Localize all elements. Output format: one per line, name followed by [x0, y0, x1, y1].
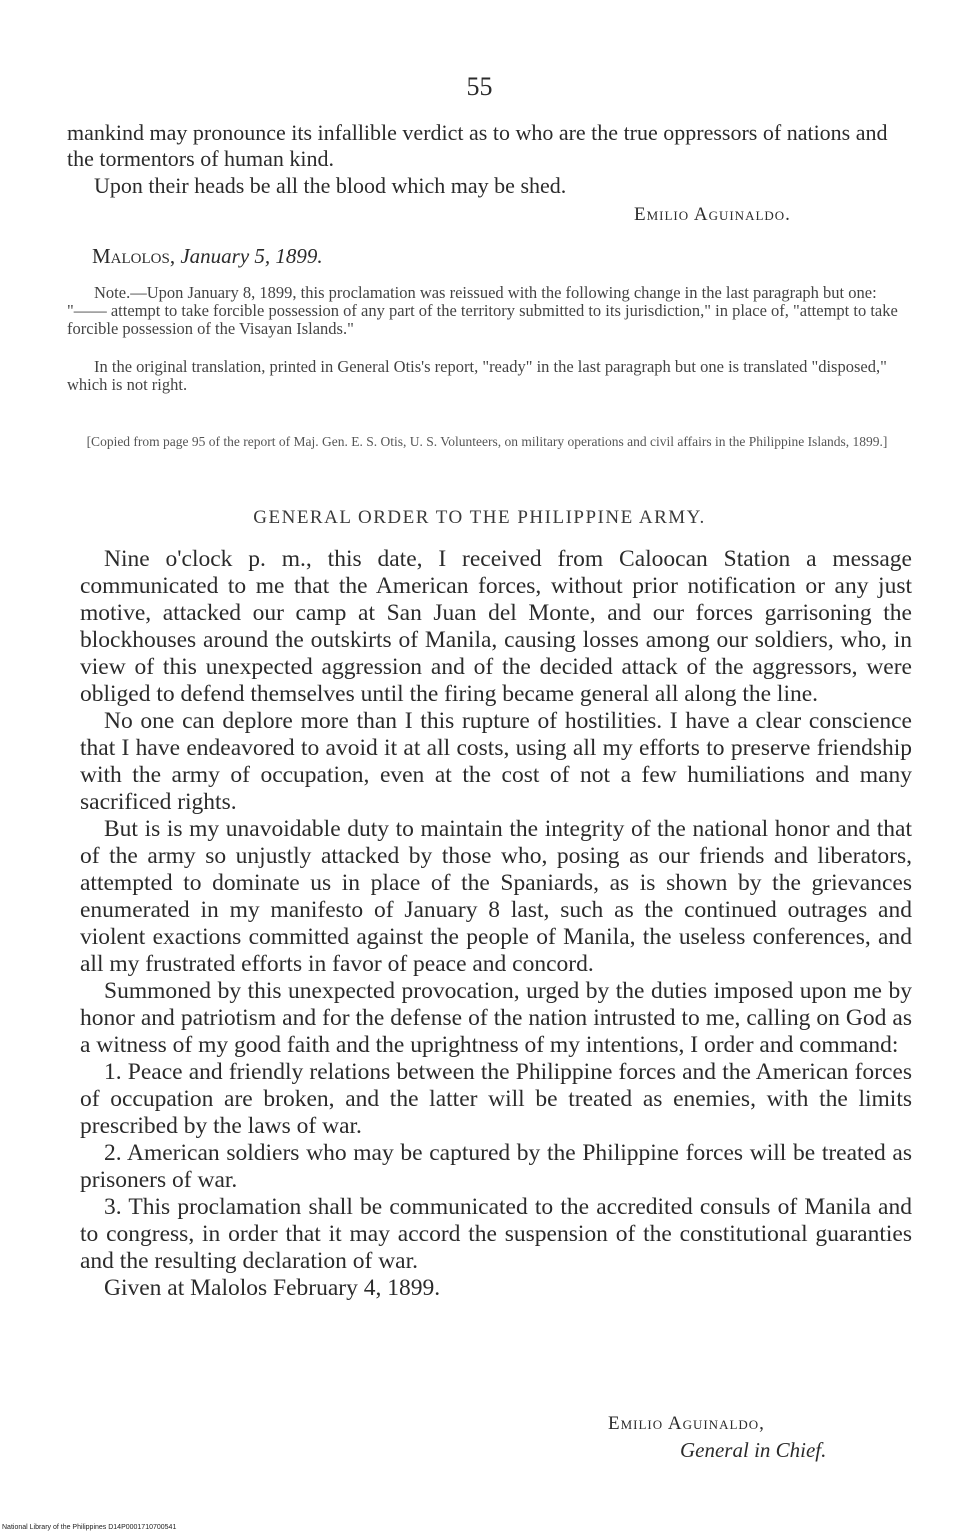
place-date [92, 244, 323, 269]
note-paragraph: Note.—Upon January 8, 1899, this proclamation was reissued with the following change in the last paragraph but one: "—— attempt to take forcible possession of any part of the territory submitted to its jurisdiction," in place of, "attempt to take forcible possession of the Visayan Islands." [67, 283, 898, 338]
scan-footer: National Library of the Philippines D14P0001710700541 [2, 1524, 177, 1531]
intro-signature: Emilio Aguinaldo. [634, 204, 791, 225]
source-citation: [Copied from page 95 of the report of Maj. Gen. E. S. Otis, U. S. Volunteers, on military operations and civil affairs in the Philippine Islands, 1899.] [86, 434, 888, 449]
place: Malolos, [92, 244, 176, 268]
date: January 5, 1899. [180, 244, 323, 268]
order-signature-title: General in Chief. [680, 1438, 827, 1462]
order-body [80, 546, 912, 1302]
intro-paragraph: mankind may pronounce its infallible verdict as to who are the true oppressors of nations and the tormentors of human kind. [67, 120, 888, 171]
page-number: 55 [466, 72, 493, 101]
order-item: 2. American soldiers who may be captured by the Philippine forces will be treated as prisoners of war. [80, 1140, 912, 1193]
order-signature: Emilio Aguinaldo, [608, 1413, 765, 1434]
intro-closing-line: Upon their heads be all the blood which may be shed. [94, 173, 567, 198]
order-paragraph: Summoned by this unexpected provocation, urged by the duties imposed upon me by honor and patriotism and for the defense of the nation intrusted to me, calling on God as a witness of my good faith and the uprightness of my intentions, I order and command: [80, 978, 912, 1058]
order-item: 1. Peace and friendly relations between the Philippine forces and the American forces of occupation are broken, and the latter will be treated as enemies, with the limits prescribed by the laws of war. [80, 1059, 912, 1139]
order-heading: GENERAL ORDER TO THE PHILIPPINE ARMY. [253, 507, 706, 528]
note-translation-paragraph: In the original translation, printed in General Otis's report, "ready" in the last paragraph but one is translated "disposed," which is not right. [67, 357, 887, 394]
order-paragraph: No one can deplore more than I this rupture of hostilities. I have a clear conscience that I have endeavored to avoid it at all costs, using all my efforts to preserve friendship with the army of occupation, even at the cost of not a few humiliations and many sacrificed rights. [80, 708, 912, 815]
order-item: 3. This proclamation shall be communicated to the accredited consuls of Manila and to congress, in order that it may accord the suspension of the constitutional guaranties and the resulting declaration of war. [80, 1194, 912, 1274]
order-given-at: Given at Malolos February 4, 1899. [104, 1275, 441, 1301]
order-paragraph: Nine o'clock p. m., this date, I received from Caloocan Station a message communicated to me that the American forces, without prior notification or any just motive, attacked our camp at San Juan del Monte, and our forces garrisoning the blockhouses around the outskirts of Manila, causing losses among our soldiers, who, in view of this unexpected aggression and of the decided attack of the aggressors, were obliged to defend themselves until the firing became general all along the line. [80, 546, 912, 707]
order-paragraph: But is is my unavoidable duty to maintain the integrity of the national honor and that of the army so unjustly attacked by those who, posing as our friends and liberators, attempted to dominate us in place of the Spaniards, as is shown by the grievances enumerated in my manifesto of January 8 last, such as the continued outrages and violent exactions committed against the people of Manila, the useless conferences, and all my frustrated efforts in favor of peace and concord. [80, 816, 912, 977]
